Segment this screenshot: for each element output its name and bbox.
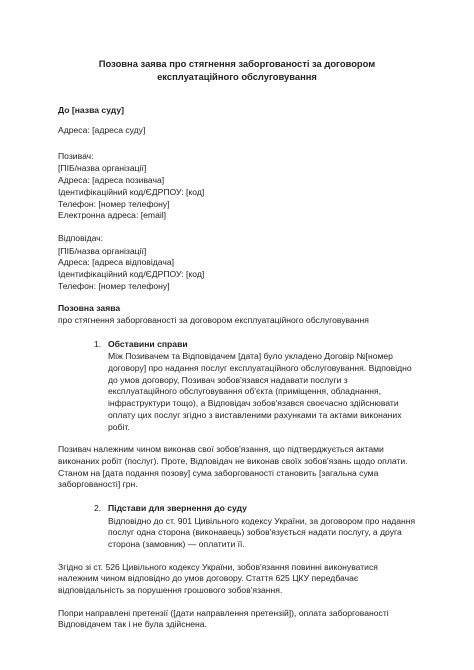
- defendant-label: Відповідач:: [58, 232, 104, 243]
- document-title: [58, 58, 416, 83]
- section-1-number: 1.: [94, 338, 102, 349]
- section-1-text: Між Позивачем та Відповідачем [дата] було укладено Договір №[номер договору] про надання послуг експлуатаційного обслуговування. Відповідно до умов договору, Позивач зобов'язався надавати послуги з експлуатаційного обслуговування об'єкта (приміщення, обладнання, інфраструктури тощо), а Відповідач зобов'язався своєчасно здійснювати оплату цих послуг згідно з виставленими рахунками та актами виконаних робіт.: [108, 351, 412, 432]
- section-2-title: Підстави для звернення до суду: [108, 502, 247, 513]
- claim-subheading: про стягнення заборгованості за договором експлуатаційного обслуговування: [58, 315, 369, 325]
- plaintiff-label: Позивач:: [58, 150, 94, 161]
- plaintiff-phone: Телефон: [номер телефону]: [58, 198, 170, 209]
- title-line-1: Позовна заява про стягнення заборгованості за договором: [98, 58, 376, 69]
- claim-heading: Позовна заява: [58, 303, 121, 314]
- section-2-text: Відповідно до ст. 901 Цивільного кодексу України, за договором про надання послуг одна сторона (виконавець) зобов'язується надати послугу, а друга сторона (замовник) — оплатити її.: [108, 515, 416, 549]
- paragraph-after-section-1: Позивач належним чином виконав свої зобов'язання, що підтверджується актами виконаних робіт (послуг). Проте, Відповідач не виконав своїх зобов'язань щодо оплати. Станом на [дата подання позову] сума заборгованості становить [загальна сума заборгованості] грн.: [58, 444, 408, 490]
- court-name: До [назва суду]: [58, 105, 124, 116]
- paragraph-final: Попри направлені претензії ([дати направлення претензій]), оплата заборгованості Відповідачем так і не була здійснена.: [58, 607, 389, 630]
- plaintiff-name: [ПІБ/назва організації]: [58, 163, 147, 174]
- section-1: [58, 339, 416, 434]
- claim-header: [58, 303, 416, 326]
- defendant-address: Адреса: [адреса відповідача]: [58, 257, 175, 268]
- section-1-title: Обставини справи: [108, 338, 188, 349]
- defendant-block: [58, 233, 416, 292]
- defendant-phone: Телефон: [номер телефону]: [58, 280, 170, 291]
- plaintiff-block: [58, 151, 416, 222]
- section-2-number: 2.: [94, 502, 102, 513]
- plaintiff-email: Електронна адреса: [email]: [58, 210, 167, 221]
- plaintiff-address: Адреса: [адреса позивача]: [58, 175, 165, 186]
- defendant-code: Ідентифікаційний код/ЄДРПОУ: [код]: [58, 268, 205, 279]
- court-address: Адреса: [адреса суду]: [58, 125, 146, 136]
- paragraph-after-section-2: Згідно зі ст. 526 Цивільного кодексу України, зобов'язання повинні виконуватися належним чином відповідно до умов договору. Стаття 625 ЦКУ передбачає відповідальність за порушення грошового зобов'язання.: [58, 561, 378, 596]
- defendant-name: [ПІБ/назва організації]: [58, 245, 147, 256]
- plaintiff-code: Ідентифікаційний код/ЄДРПОУ: [код]: [58, 186, 205, 197]
- title-line-2: експлуатаційного обслуговування: [157, 70, 317, 82]
- section-2: [58, 503, 416, 551]
